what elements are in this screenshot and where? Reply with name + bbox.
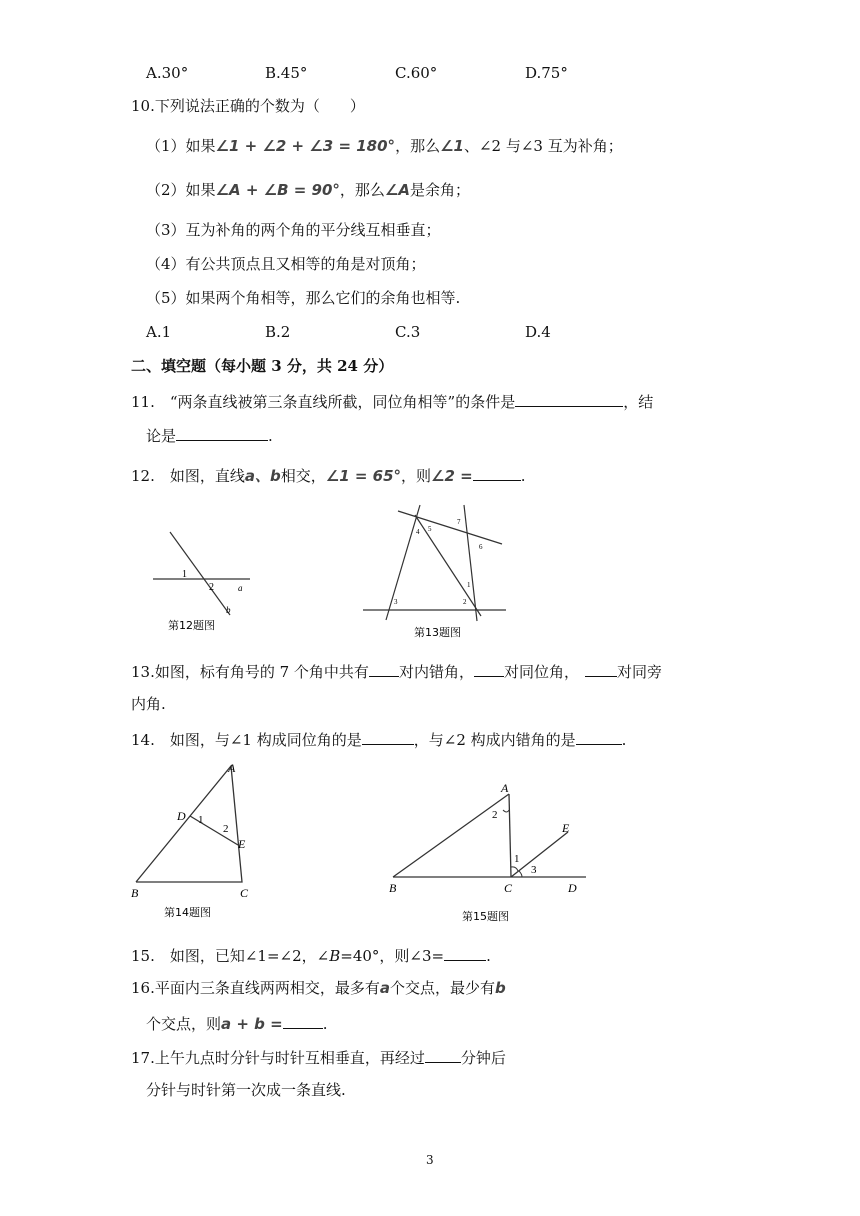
fig14-label-D: D xyxy=(177,809,186,823)
q9-option-c: C.60° xyxy=(395,64,438,82)
q15-blank[interactable] xyxy=(444,944,486,961)
q16-blank[interactable] xyxy=(283,1012,323,1029)
figure-15 xyxy=(380,778,595,926)
q11-blank-conclusion[interactable] xyxy=(176,424,268,441)
fig14-label-2: 2 xyxy=(223,823,229,835)
q16-line-2: 个交点，则a + b = . xyxy=(146,1012,327,1034)
fig13-label-7: 7 xyxy=(457,518,461,526)
q13-line-1: 13.如图，标有角号的 7 个角中共有 对内错角， 对同位角， 对同旁 xyxy=(131,660,662,682)
q10-statement-3: （3）互为补角的两个角的平分线互相垂直； xyxy=(146,221,441,239)
fig14-label-1: 1 xyxy=(198,814,204,826)
fig12-label-b: b xyxy=(226,605,231,615)
q13-blank-corresponding[interactable] xyxy=(474,660,504,677)
fig12-label-1: 1 xyxy=(182,569,187,580)
figure-14 xyxy=(125,760,260,925)
q9-option-d: D.75° xyxy=(525,64,568,82)
fig13-caption: 第13题图 xyxy=(414,626,461,639)
fig12-label-2: 2 xyxy=(209,582,214,593)
fig13-label-6: 6 xyxy=(479,543,483,551)
q14-line: 14. 如图，与∠1 构成同位角的是 ，与∠2 构成内错角的是 . xyxy=(131,728,626,750)
q10-statement-2: （2）如果∠A + ∠B = 90°，那么∠A是余角； xyxy=(146,181,470,199)
q12-line: 12. 如图，直线a、b相交，∠1 = 65°，则∠2 = . xyxy=(131,464,526,486)
q10-statement-5: （5）如果两个角相等，那么它们的余角也相等. xyxy=(146,289,461,307)
fig15-label-1: 1 xyxy=(514,853,520,865)
q10-stem: 10.下列说法正确的个数为（ ） xyxy=(131,97,365,115)
fig15-label-3: 3 xyxy=(531,864,537,876)
q10-option-d: D.4 xyxy=(525,323,551,341)
q11-blank-condition[interactable] xyxy=(515,390,623,407)
q10-option-a: A.1 xyxy=(146,323,172,341)
fig14-label-B: B xyxy=(131,886,139,900)
figure-13 xyxy=(360,500,510,640)
q12-blank[interactable] xyxy=(473,464,521,481)
fig12-caption: 第12题图 xyxy=(168,619,215,632)
fig13-label-3: 3 xyxy=(394,598,398,606)
q16-line-1: 16.平面内三条直线两两相交，最多有a个交点，最少有b xyxy=(131,979,506,997)
fig15-label-B: B xyxy=(389,881,397,895)
q10-statement-1: （1）如果∠1 + ∠2 + ∠3 = 180°，那么∠1、∠2 与∠3 互为补角； xyxy=(146,137,623,155)
fig14-label-A: A xyxy=(228,761,236,775)
fig13-label-4: 4 xyxy=(416,528,420,536)
fig15-label-E: E xyxy=(562,821,570,835)
q9-option-a: A.30° xyxy=(146,64,189,82)
fig13-label-1: 1 xyxy=(467,581,471,589)
q11-line-1: 11. “两条直线被第三条直线所截，同位角相等”的条件是 ，结 xyxy=(131,390,653,412)
fig15-label-2: 2 xyxy=(492,809,498,821)
q13-line-2: 内角. xyxy=(131,695,166,713)
page-number: 3 xyxy=(426,1153,434,1167)
q15-line: 15. 如图，已知∠1=∠2，∠B=40°，则∠3= . xyxy=(131,944,491,966)
q10-option-b: B.2 xyxy=(265,323,291,341)
q17-line-1: 17.上午九点时分针与时针互相垂直，再经过 分钟后 xyxy=(131,1046,506,1068)
fig12-label-a: a xyxy=(238,583,243,593)
q17-line-2: 分针与时针第一次成一条直线. xyxy=(146,1081,346,1099)
q14-blank-alternate[interactable] xyxy=(576,728,622,745)
q13-blank-interior[interactable] xyxy=(585,660,617,677)
fig15-label-C: C xyxy=(504,881,513,895)
fig15-label-D: D xyxy=(568,881,577,895)
fig14-label-E: E xyxy=(238,837,246,851)
q9-option-b: B.45° xyxy=(265,64,308,82)
q11-line-2: 论是 . xyxy=(146,424,273,446)
q13-blank-alternate[interactable] xyxy=(369,660,399,677)
fig15-label-A: A xyxy=(501,781,509,795)
q10-statement-4: （4）有公共顶点且又相等的角是对顶角； xyxy=(146,255,426,273)
figure-12 xyxy=(150,525,265,635)
fig13-label-2: 2 xyxy=(463,598,467,606)
section-title: 二、填空题（每小题 3 分，共 24 分） xyxy=(131,357,394,375)
fig14-caption: 第14题图 xyxy=(164,906,211,919)
q14-blank-corresponding[interactable] xyxy=(362,728,414,745)
fig15-caption: 第15题图 xyxy=(462,910,509,923)
q10-option-c: C.3 xyxy=(395,323,421,341)
fig13-label-5: 5 xyxy=(428,525,432,533)
q17-blank[interactable] xyxy=(425,1046,461,1063)
fig14-label-C: C xyxy=(240,886,249,900)
